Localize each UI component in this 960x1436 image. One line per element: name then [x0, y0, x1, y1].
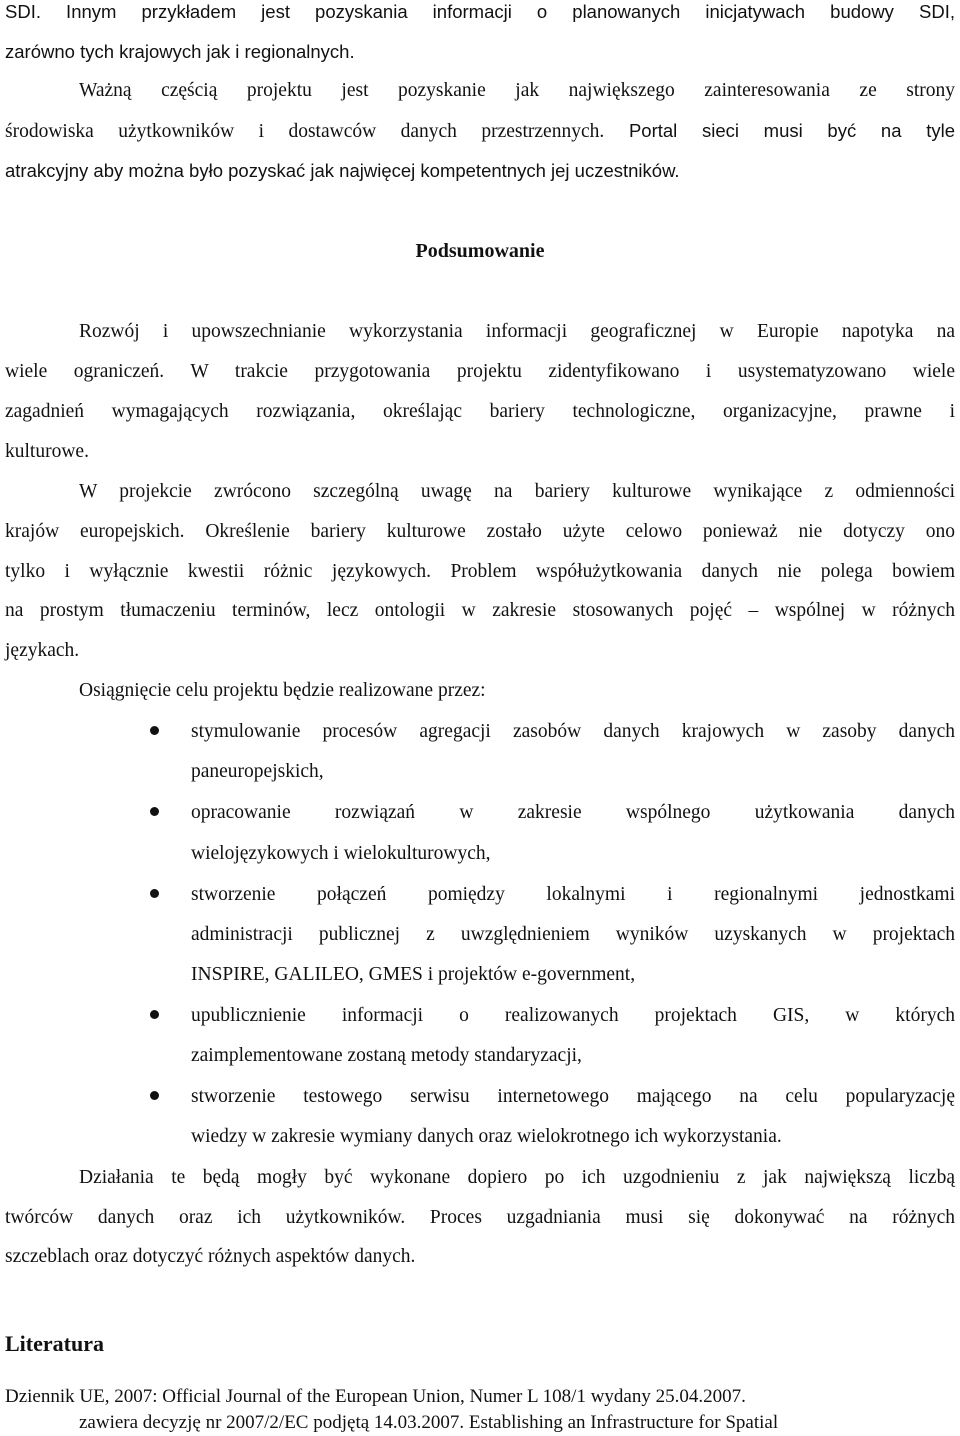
list-item-5-line-2: wiedzy w zakresie wymiany danych oraz wielokrotnego ich wykorzystania.: [191, 1126, 782, 1147]
list-item-5-line-1: stworzenie testowego serwisu internetowego mającego na celu popularyzację: [191, 1086, 955, 1107]
list-item-3-line-2: administracji publicznej z uwzględnieniem wyników uzyskanych w projektach: [191, 924, 955, 945]
p2-line-1: W projekcie zwrócono szczególną uwagę na bariery kulturowe wynikające z odmienności: [79, 481, 955, 502]
intro-line-4-sans: Portal sieci musi być na tyle: [604, 120, 955, 141]
intro-line-2: zarówno tych krajowych jak i regionalnych.: [5, 41, 355, 62]
list-item-1-line-2: paneuropejskich,: [191, 761, 324, 782]
list-item-2-line-1: opracowanie rozwiązań w zakresie wspólnego użytkowania danych: [191, 802, 955, 823]
p2-line-5: językach.: [5, 640, 80, 661]
list-item-3-line-1: stworzenie połączeń pomiędzy lokalnymi i regionalnymi jednostkami: [191, 884, 955, 905]
p4-line-3: szczeblach oraz dotyczyć różnych aspektów danych.: [5, 1246, 416, 1267]
p1-line-4: kulturowe.: [5, 441, 89, 462]
intro-line-1: SDI. Innym przykładem jest pozyskania informacji o planowanych inicjatywach budowy SDI,: [5, 1, 955, 22]
bullet-marker: [150, 807, 159, 816]
p1-line-3: zagadnień wymagających rozwiązania, określając bariery technologiczne, organizacyjne, prawne i: [5, 401, 955, 422]
p1-line-1: Rozwój i upowszechnianie wykorzystania informacji geograficznej w Europie napotyka na: [79, 321, 955, 342]
p4-line-2: twórców danych oraz ich użytkowników. Proces uzgadniania musi się dokonywać na różnych: [5, 1207, 955, 1228]
list-item-4-line-2: zaimplementowane zostaną metody standaryzacji,: [191, 1045, 582, 1066]
reference-line-1: Dziennik UE, 2007: Official Journal of the European Union, Numer L 108/1 wydany 25.04.2007.: [5, 1386, 746, 1407]
bullet-marker: [150, 726, 159, 735]
intro-line-5: atrakcyjny aby można było pozyskać jak najwięcej kompetentnych jej uczestników.: [5, 160, 680, 181]
bullet-marker: [150, 1010, 159, 1019]
intro-line-3: Ważną częścią projektu jest pozyskanie jak największego zainteresowania ze strony: [79, 80, 955, 101]
p2-line-4: na prostym tłumaczeniu terminów, lecz ontologii w zakresie stosowanych pojęć – wspólnej w różnych: [5, 600, 955, 621]
p2-line-2: krajów europejskich. Określenie bariery kulturowe zostało użyte celowo ponieważ nie dotyczy ono: [5, 521, 955, 542]
p1-line-2: wiele ograniczeń. W trakcie przygotowania projektu zidentyfikowano i usystematyzowano wiele: [5, 361, 955, 382]
section-title: Podsumowanie: [415, 240, 545, 262]
list-item-3-line-3: INSPIRE, GALILEO, GMES i projektów e-government,: [191, 964, 636, 985]
intro-line-4-serif: środowiska użytkowników i dostawców danych przestrzennych.: [5, 121, 605, 142]
list-item-2-line-2: wielojęzykowych i wielokulturowych,: [191, 843, 491, 864]
reference-line-2: zawiera decyzję nr 2007/2/EC podjętą 14.03.2007. Establishing an Infrastructure for Spatial: [79, 1412, 779, 1433]
list-item-4-line-1: upublicznienie informacji o realizowanych projektach GIS, w których: [191, 1005, 955, 1026]
literature-heading: Literatura: [5, 1331, 104, 1356]
p2-line-3: tylko i wyłącznie kwestii różnic językowych. Problem współużytkowania danych nie polega bowiem: [5, 561, 955, 582]
bullet-marker: [150, 889, 159, 898]
list-item-1-line-1: stymulowanie procesów agregacji zasobów danych krajowych w zasoby danych: [191, 721, 955, 742]
p3-line: Osiągnięcie celu projektu będzie realizowane przez:: [79, 680, 486, 701]
p4-line-1: Działania te będą mogły być wykonane dopiero po ich uzgodnieniu z jak największą liczbą: [79, 1167, 955, 1188]
intro-line-4: [5, 119, 955, 144]
bullet-marker: [150, 1091, 159, 1100]
